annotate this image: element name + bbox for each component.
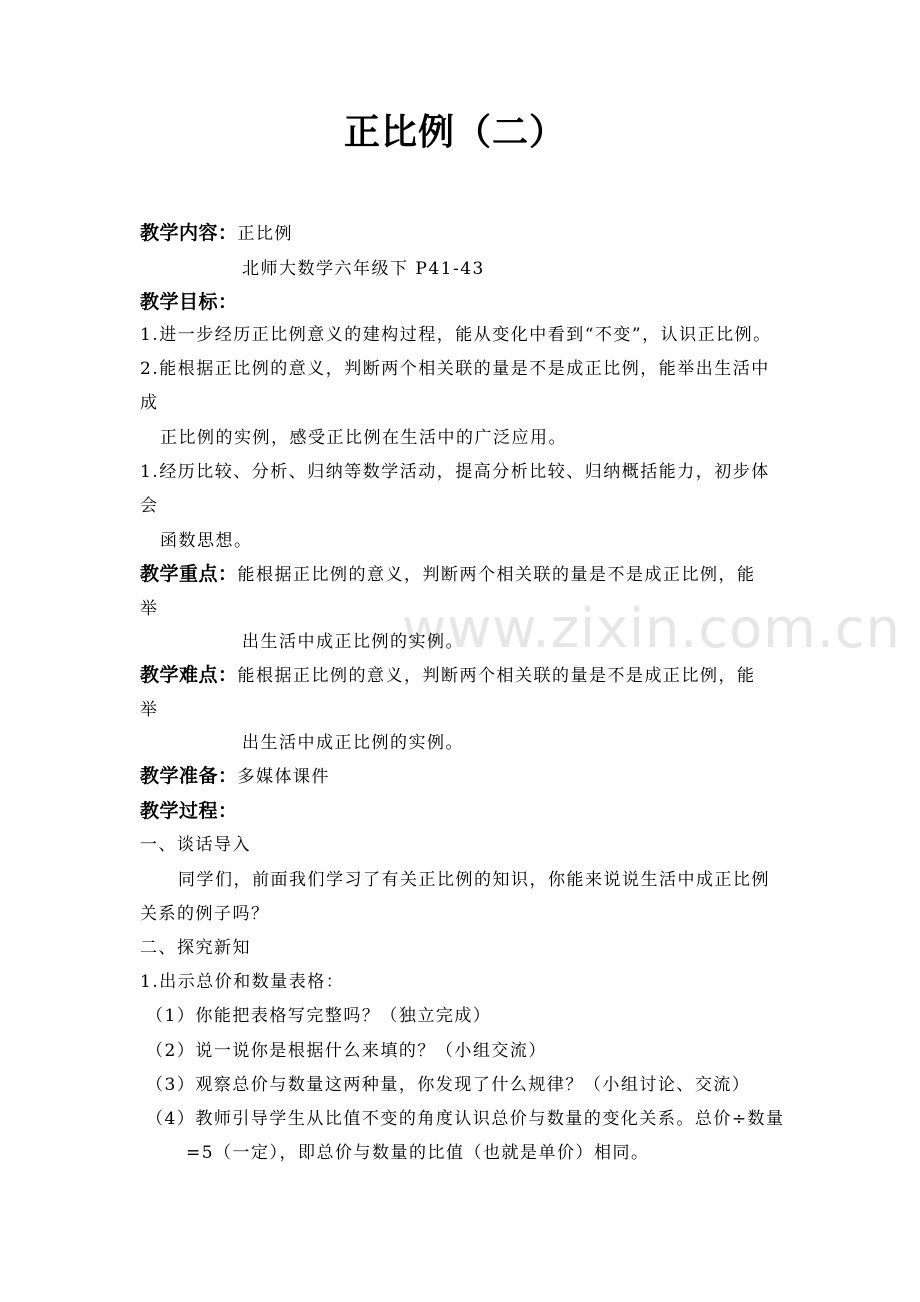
goal-3-line-3: 函数思想。 bbox=[160, 531, 253, 551]
content-row bbox=[140, 224, 293, 243]
key-point-label: 教学重点： bbox=[140, 563, 238, 585]
process-label: 教学过程： bbox=[140, 800, 238, 822]
section-1-heading: 一、谈话导入 bbox=[140, 835, 251, 855]
content-source: 北师大数学六年级下 P41-43 bbox=[242, 259, 485, 279]
section-2-heading: 二、探究新知 bbox=[140, 938, 251, 958]
difficulty-row bbox=[140, 666, 756, 685]
difficulty-label: 教学难点： bbox=[140, 664, 238, 686]
content-label: 教学内容： bbox=[140, 222, 238, 244]
difficulty-line-3: 出生活中成正比例的实例。 bbox=[242, 733, 464, 753]
difficulty-line-2: 举 bbox=[140, 700, 159, 720]
question-4-line-2: =5（一定），即总价与数量的比值（也就是单价）相同。 bbox=[186, 1143, 650, 1163]
goal-2-line-1: 2.能根据正比例的意义，判断两个相关联的量是不是成正比例，能举出生活中 bbox=[140, 359, 770, 379]
question-1: （1）你能把表格写完整吗？（独立完成） bbox=[146, 1006, 492, 1026]
key-point-line-3: 出生活中成正比例的实例。 bbox=[242, 632, 464, 652]
watermark: www.zixin.com.cn bbox=[402, 597, 901, 660]
key-point-line-2: 举 bbox=[140, 599, 159, 619]
item-1: 1.出示总价和数量表格： bbox=[140, 972, 345, 992]
goal-3-line-2: 会 bbox=[140, 496, 159, 516]
prep-label: 教学准备： bbox=[140, 765, 238, 787]
goal-2-line-2: 成 bbox=[140, 393, 159, 413]
question-4-line-1: （4）教师引导学生从比值不变的角度认识总价与数量的变化关系。总价÷数量 bbox=[146, 1109, 785, 1129]
intro-paragraph-line-1: 同学们，前面我们学习了有关正比例的知识，你能来说说生活中成正比例 bbox=[178, 870, 770, 890]
goal-3-line-1: 1.经历比较、分析、归纳等数学活动，提高分析比较、归纳概括能力，初步体 bbox=[140, 462, 770, 482]
question-3: （3）观察总价与数量这两种量，你发现了什么规律？（小组讨论、交流） bbox=[146, 1075, 751, 1095]
prep-row bbox=[140, 767, 330, 786]
content-text: 正比例 bbox=[237, 224, 294, 244]
difficulty-text: 能根据正比例的意义，判断两个相关联的量是不是成正比例，能 bbox=[237, 666, 756, 686]
key-point-row bbox=[140, 565, 756, 584]
intro-paragraph-line-2: 关系的例子吗？ bbox=[140, 904, 270, 924]
page-title: 正比例（二） bbox=[343, 112, 566, 153]
goals-label: 教学目标： bbox=[140, 291, 238, 313]
key-point-text: 能根据正比例的意义，判断两个相关联的量是不是成正比例，能 bbox=[237, 565, 756, 585]
question-2: （2）说一说你是根据什么来填的？（小组交流） bbox=[146, 1041, 547, 1061]
goal-2-line-3: 正比例的实例，感受正比例在生活中的广泛应用。 bbox=[160, 428, 567, 448]
prep-text: 多媒体课件 bbox=[237, 767, 331, 787]
goal-1: 1.进一步经历正比例意义的建构过程，能从变化中看到“不变”，认识正比例。 bbox=[140, 325, 772, 345]
